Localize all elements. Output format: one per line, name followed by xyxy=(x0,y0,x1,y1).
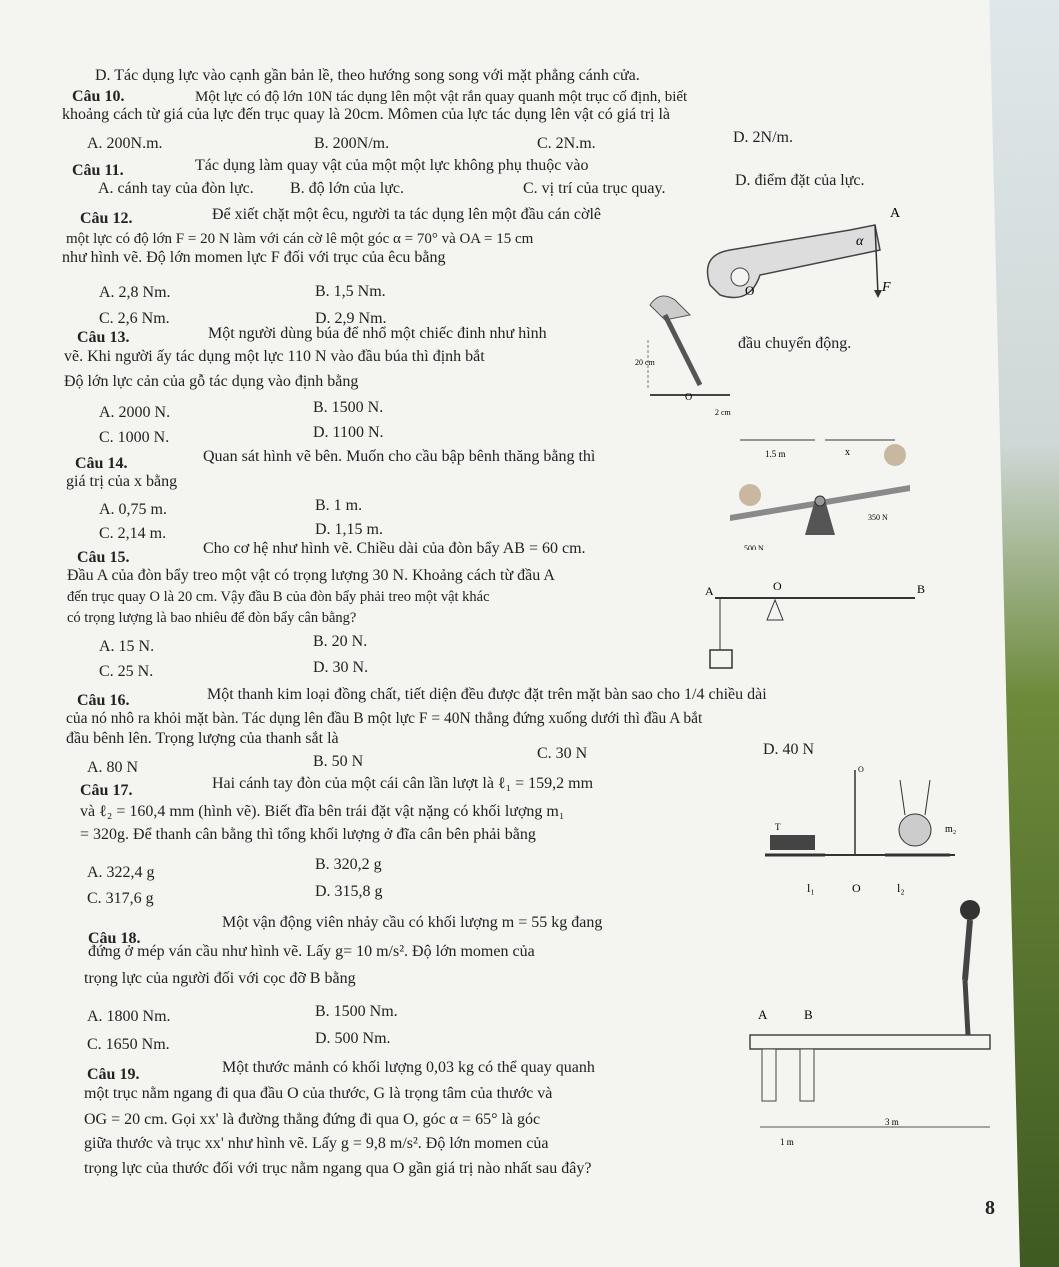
label-d1: 1 m xyxy=(780,1137,794,1147)
option: C. 2,6 Nm. xyxy=(99,310,170,327)
hammer-figure xyxy=(630,285,740,420)
question-label: Câu 17. xyxy=(80,782,133,799)
option: D. 1100 N. xyxy=(313,424,384,441)
line: Để xiết chặt một êcu, người ta tác dụng lên một đầu cán cờlê xyxy=(212,206,602,223)
option: B. 1500 N. xyxy=(313,399,384,416)
option: B. độ lớn của lực. xyxy=(290,180,404,197)
label-O: O xyxy=(685,392,693,403)
option: D. 500 Nm. xyxy=(315,1030,391,1047)
question-label: Câu 13. xyxy=(77,329,130,346)
option: C. 30 N xyxy=(537,745,588,762)
option: C. 1650 Nm. xyxy=(87,1036,170,1053)
option: A. 2,8 Nm. xyxy=(99,284,171,301)
option: A. 2000 N. xyxy=(99,404,171,421)
option: A. cánh tay của đòn lực. xyxy=(98,180,254,197)
option: D. 2,9 Nm. xyxy=(315,310,387,327)
label-alpha: α xyxy=(856,234,864,249)
label-w2: 500 N xyxy=(744,544,764,550)
option: A. 322,4 g xyxy=(87,864,155,881)
line: trọng lực của người đối với cọc đỡ B bằng xyxy=(84,970,356,987)
page-number: 8 xyxy=(985,1197,995,1219)
line: Một lực có độ lớn 10N tác dụng lên một vật rắn quay quanh một trục cố định, biết xyxy=(195,89,688,105)
line: đầu chuyển động. xyxy=(738,335,852,352)
line: khoảng cách từ giá của lực đến trục quay là 20cm. Mômen của lực tác dụng lên vật có giá trị là xyxy=(62,106,671,123)
label-top: O xyxy=(858,765,864,774)
label-x: x xyxy=(845,447,850,458)
line: Đầu A của đòn bẩy treo một vật có trọng lượng 30 N. Khoảng cách từ đầu A xyxy=(67,567,555,584)
label-d2: 3 m xyxy=(885,1117,899,1127)
line: một lực có độ lớn F = 20 N làm với cán cờ lê một góc α = 70° và OA = 15 cm xyxy=(66,231,534,247)
label-l1: l₁ xyxy=(807,881,815,895)
option: D. 2N/m. xyxy=(733,129,793,146)
seesaw-figure xyxy=(720,425,920,550)
option: C. 1000 N. xyxy=(99,429,170,446)
question-label: Câu 11. xyxy=(72,162,124,179)
question-label: Câu 15. xyxy=(77,549,130,566)
question-label: Câu 18. xyxy=(88,930,141,947)
line: Cho cơ hệ như hình vẽ. Chiều dài của đòn bẩy AB = 60 cm. xyxy=(203,540,586,557)
option: B. 200N/m. xyxy=(314,135,390,152)
question-label: Câu 19. xyxy=(87,1066,140,1083)
option: C. 317,6 g xyxy=(87,890,154,907)
line: Một thanh kim loại đồng chất, tiết diện đều được đặt trên mặt bàn sao cho 1/4 chiều dài xyxy=(207,686,767,703)
line: Quan sát hình vẽ bên. Muốn cho cầu bập bênh thăng bằng thì xyxy=(203,448,596,465)
line: Tác dụng làm quay vật của một một lực không phụ thuộc vào xyxy=(195,157,589,174)
option: B. 50 N xyxy=(313,753,364,770)
option: A. 200N.m. xyxy=(87,135,163,152)
line: Một thước mảnh có khối lượng 0,03 kg có thể quay quanh xyxy=(222,1059,595,1076)
option: D. 40 N xyxy=(763,741,815,758)
option: D. 1,15 m. xyxy=(315,521,383,538)
option: C. vị trí của trục quay. xyxy=(523,180,666,197)
label-l2: l₂ xyxy=(897,881,905,895)
label-O: O xyxy=(852,881,861,895)
balance-figure xyxy=(755,760,975,905)
label-w1: 350 N xyxy=(868,513,888,522)
question-label: Câu 16. xyxy=(77,692,130,709)
label-dist: 2 cm xyxy=(715,408,731,417)
line: như hình vẽ. Độ lớn momen lực F đối với trục của êcu bằng xyxy=(62,249,446,266)
line: Một người dùng búa để nhổ một chiếc đinh như hình xyxy=(208,325,547,342)
label-T: T xyxy=(775,822,781,832)
line: D. Tác dụng lực vào cạnh gần bản lề, theo hướng song song với mặt phẳng cánh cửa. xyxy=(95,67,640,84)
diving-figure xyxy=(740,895,1000,1150)
option: B. 20 N. xyxy=(313,633,368,650)
label-O: O xyxy=(773,579,782,593)
option: A. 1800 Nm. xyxy=(87,1008,171,1025)
line: trọng lực của thước đối với trục nằm ngang qua O gần giá trị nào nhất sau đây? xyxy=(84,1160,592,1177)
question-label: Câu 10. xyxy=(72,88,125,105)
option: A. 0,75 m. xyxy=(99,501,167,518)
line: của nó nhô ra khỏi mặt bàn. Tác dụng lên đầu B một lực F = 40N thẳng đứng xuống dưới thì đầu A bắt xyxy=(66,710,703,727)
line: một trục nằm ngang đi qua đầu O của thước, G là trọng tâm của thước và xyxy=(84,1085,553,1102)
line: giữa thước và trục xx' như hình vẽ. Lấy g = 9,8 m/s². Độ lớn momen của xyxy=(84,1135,549,1152)
line: đứng ở mép ván cầu như hình vẽ. Lấy g= 10 m/s². Độ lớn momen của xyxy=(88,943,535,960)
question-label: Câu 12. xyxy=(80,210,133,227)
label-A: A xyxy=(705,584,714,598)
line: Độ lớn lực cản của gỗ tác dụng vào định bằng xyxy=(64,373,359,390)
option: D. 30 N. xyxy=(313,659,369,676)
label-d: 1.5 m xyxy=(765,449,786,459)
label-O: O xyxy=(745,283,755,298)
line: = 320g. Để thanh cân bằng thì tổng khối lượng ở đĩa cân bên phải bằng xyxy=(80,826,536,843)
label-m2: m₂ xyxy=(945,824,957,835)
lever-figure xyxy=(705,575,935,680)
line: OG = 20 cm. Gọi xx' là đường thẳng đứng đi qua O, góc α = 65° là góc xyxy=(84,1111,541,1128)
line: Hai cánh tay đòn của một cái cân lần lượt là ℓ₁ = 159,2 mm xyxy=(212,775,594,792)
option: D. 315,8 g xyxy=(315,883,383,900)
option: B. 1500 Nm. xyxy=(315,1003,398,1020)
label-A: A xyxy=(758,1007,768,1022)
option: D. điểm đặt của lực. xyxy=(735,172,865,189)
label-A: A xyxy=(890,206,901,221)
option: C. 2N.m. xyxy=(537,135,596,152)
line: đến trục quay O là 20 cm. Vậy đầu B của đòn bẩy phải treo một vật khác xyxy=(67,589,490,605)
option: A. 80 N xyxy=(87,759,139,776)
label-B: B xyxy=(917,582,926,596)
line: và ℓ₂ = 160,4 mm (hình vẽ). Biết đĩa bên trái đặt vật nặng có khối lượng m₁ xyxy=(80,803,565,820)
line: đầu bênh lên. Trọng lượng của thanh sắt là xyxy=(66,730,339,747)
line: vẽ. Khi người ấy tác dụng một lực 110 N vào đầu búa thì định bắt xyxy=(64,348,485,365)
line: giá trị của x bằng xyxy=(66,473,178,490)
label-B: B xyxy=(804,1007,813,1022)
line: có trọng lượng là bao nhiêu để đòn bẩy cân bằng? xyxy=(67,610,357,626)
label-h: 20 cm xyxy=(635,358,655,367)
question-label: Câu 14. xyxy=(75,455,128,472)
option: B. 320,2 g xyxy=(315,856,382,873)
option: B. 1,5 Nm. xyxy=(315,283,386,300)
option: C. 2,14 m. xyxy=(99,525,167,542)
line: Một vận động viên nhảy cầu có khối lượng m = 55 kg đang xyxy=(222,914,603,931)
option: C. 25 N. xyxy=(99,663,154,680)
option: B. 1 m. xyxy=(315,497,363,514)
label-F: F xyxy=(882,280,891,295)
option: A. 15 N. xyxy=(99,638,155,655)
